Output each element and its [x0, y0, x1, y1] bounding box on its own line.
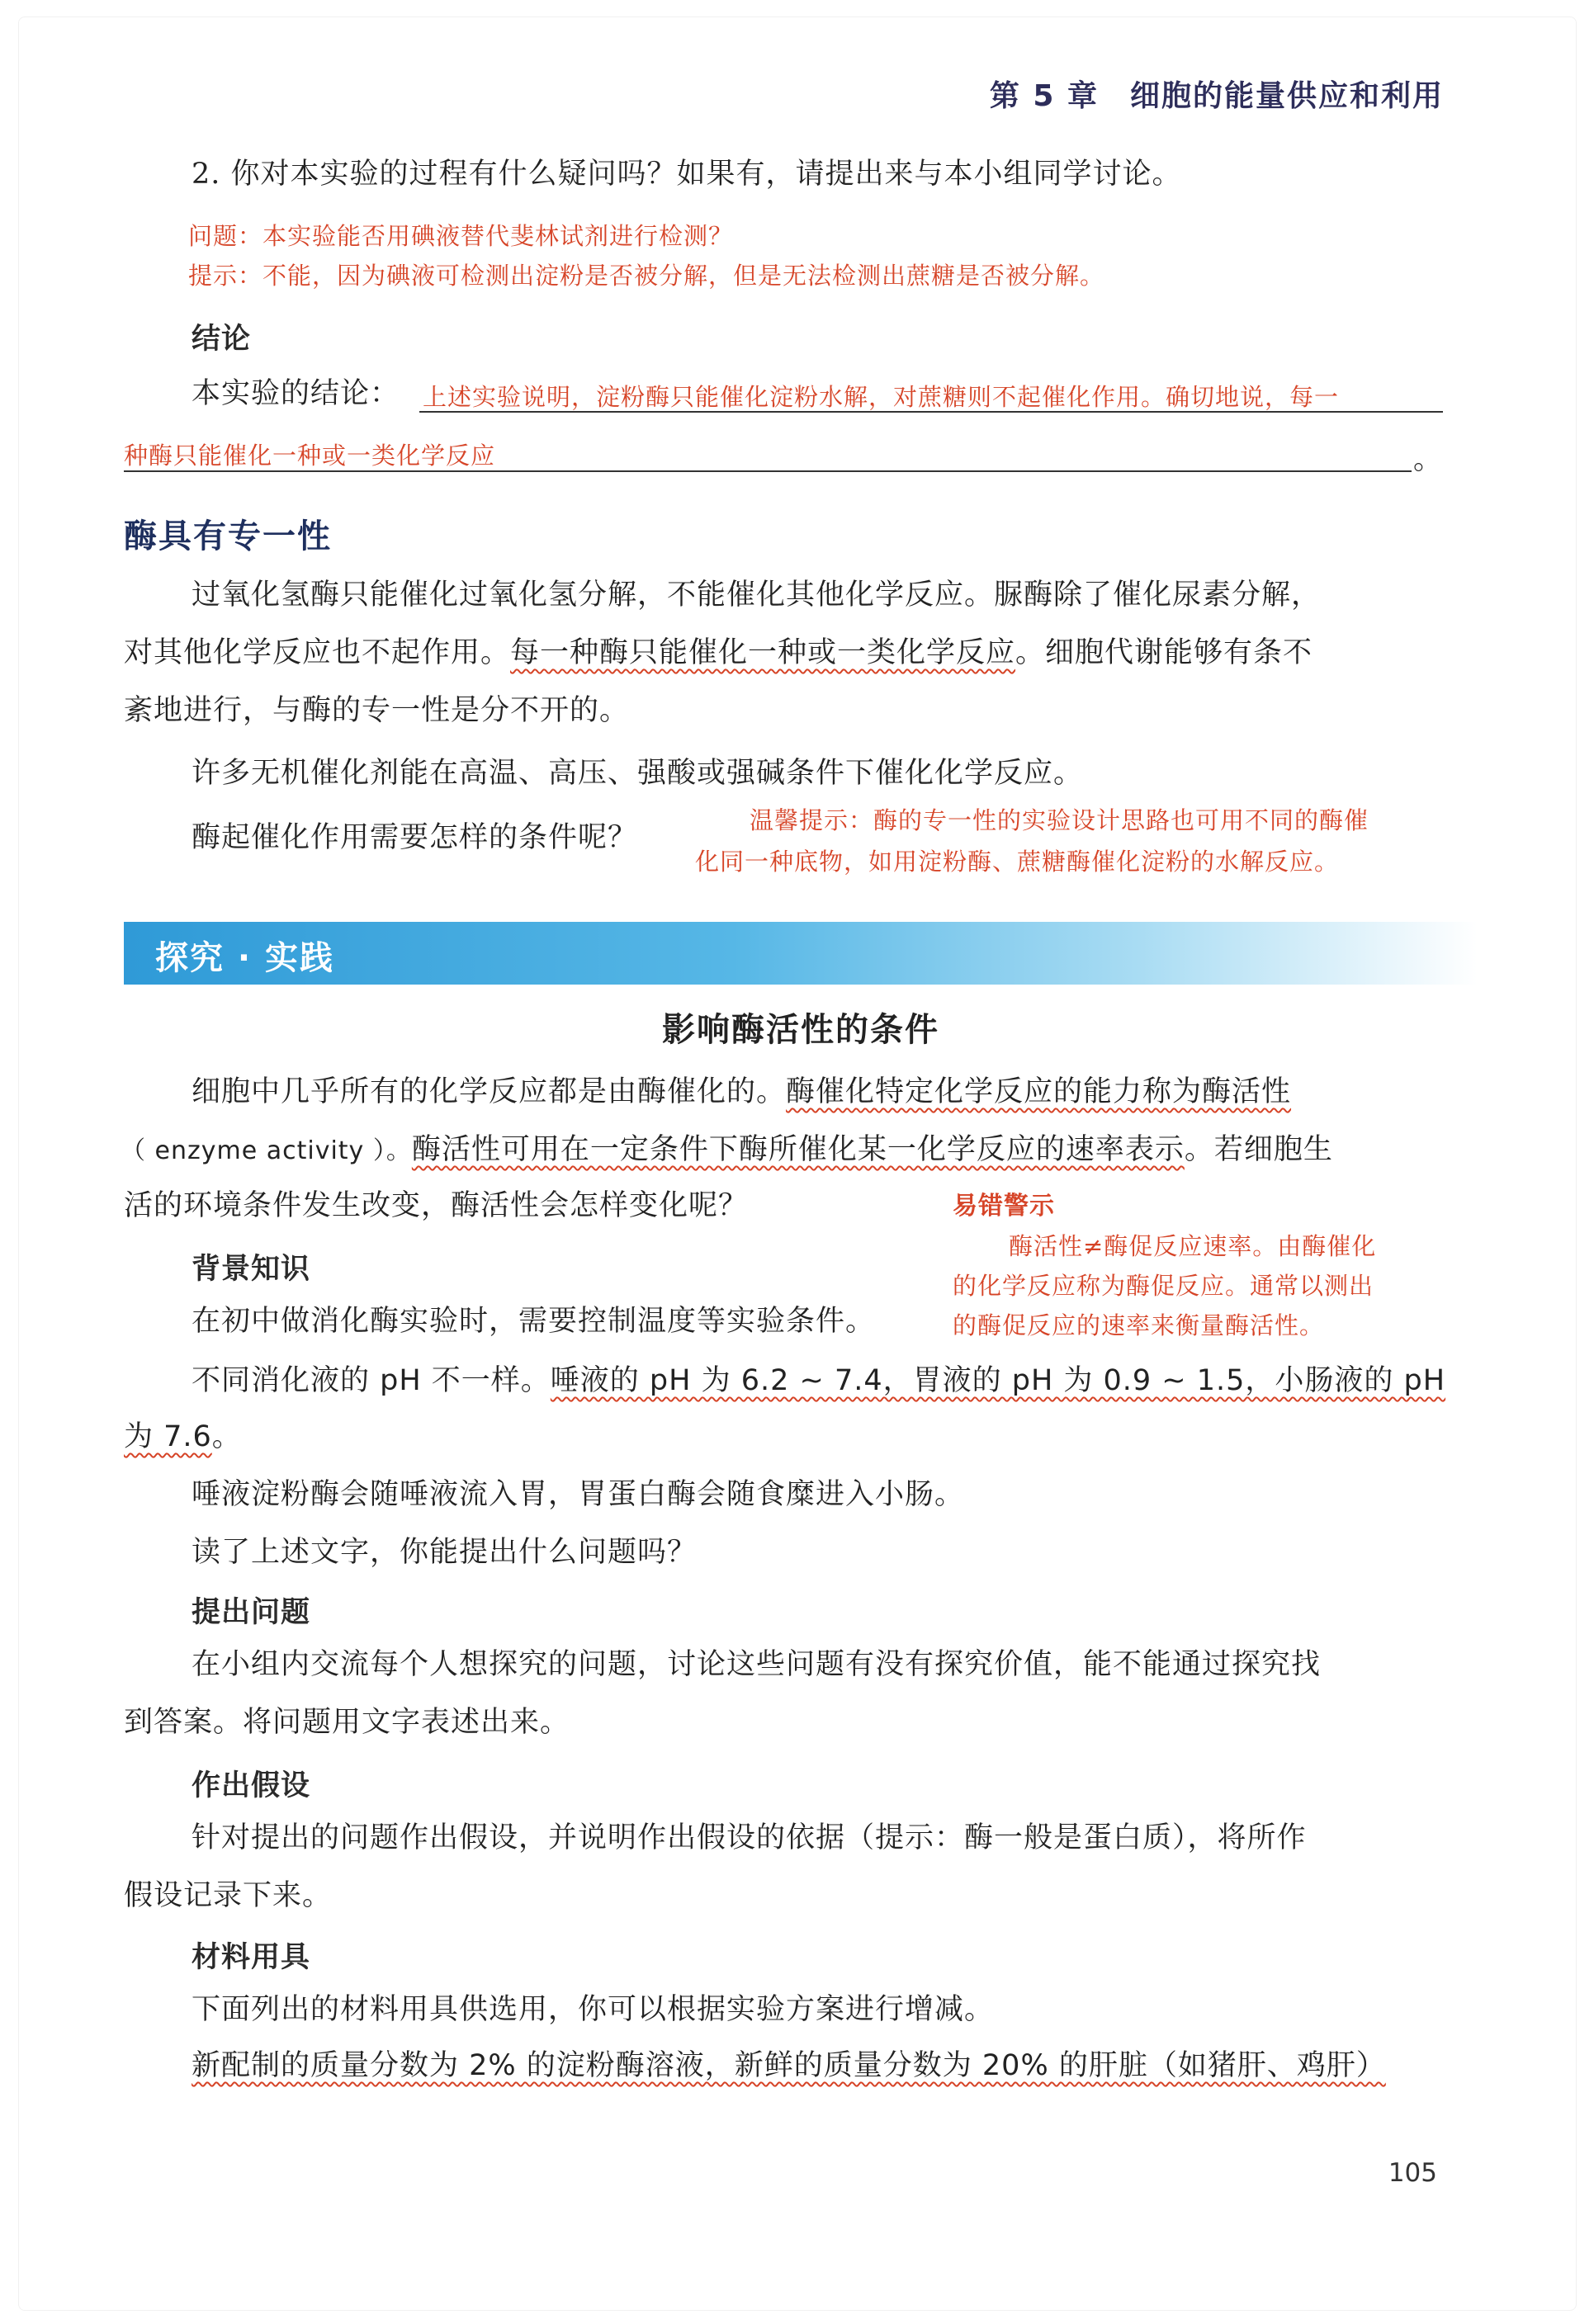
error-warning-line-2: 的化学反应称为酶促反应。通常以测出: [953, 1272, 1374, 1300]
activity-title: 影响酶活性的条件: [662, 1011, 939, 1049]
key-point-underline: 每一种酶只能催化一种或一类化学反应: [510, 636, 1016, 669]
error-warning-line-1: 酶活性≠酶促反应速率。由酶催化: [1009, 1232, 1377, 1260]
discussion-question-2: 2. 你对本实验的过程有什么疑问吗？如果有，请提出来与本小组同学讨论。: [192, 158, 1182, 191]
hypothesis-paragraph-line-1: 针对提出的问题作出假设，并说明作出假设的依据（提示：酶一般是蛋白质），将所作: [192, 1821, 1307, 1854]
section-title-specificity: 酶具有专一性: [124, 517, 332, 555]
question-paragraph-line-1: 在小组内交流每个人想探究的问题，讨论这些问题有没有探究价值，能不能通过探究找: [192, 1648, 1322, 1681]
error-warning-line-3: 的酶促反应的速率来衡量酶活性。: [953, 1311, 1325, 1339]
answer-underline-2: [124, 470, 1412, 472]
specificity-paragraph-line-2: 对其他化学反应也不起作用。每一种酶只能催化一种或一类化学反应。细胞代谢能够有条不: [124, 636, 1313, 669]
activity-intro-line-2: （ enzyme activity ）。酶活性可用在一定条件下酶所催化某一化学反应的速率表示。若细胞生: [121, 1133, 1333, 1166]
conclusion-answer-line-1: 上述实验说明，淀粉酶只能催化淀粉水解，对蔗糖则不起催化作用。确切地说，每一: [423, 383, 1340, 411]
inorganic-catalyst-text: 许多无机催化剂能在高温、高压、强酸或强碱条件下催化化学反应。: [192, 757, 1084, 790]
inquiry-practice-banner: [124, 922, 1478, 985]
materials-paragraph-2: 新配制的质量分数为 2% 的淀粉酶溶液，新鲜的质量分数为 20% 的肝脏（如猪肝、鸡肝）: [192, 2049, 1386, 2082]
specificity-paragraph-line-1: 过氧化氢酶只能催化过氧化氢分解，不能催化其他化学反应。脲酶除了催化尿素分解，: [192, 579, 1322, 612]
specificity-paragraph-line-3: 紊地进行，与酶的专一性是分不开的。: [124, 694, 630, 727]
question-heading: 提出问题: [192, 1596, 311, 1629]
condition-question: 酶起催化作用需要怎样的条件呢？: [192, 821, 638, 854]
conclusion-lead: 本实验的结论：: [192, 377, 400, 410]
materials-heading: 材料用具: [192, 1941, 311, 1974]
background-heading: 背景知识: [192, 1253, 311, 1286]
materials-paragraph-1: 下面列出的材料用具供选用，你可以根据实验方案进行增减。: [192, 1993, 995, 2026]
warm-tip-line-2: 化同一种底物，如用淀粉酶、蔗糖酶催化淀粉的水解反应。: [695, 848, 1340, 876]
activity-intro-line-1: 细胞中几乎所有的化学反应都是由酶催化的。酶催化特定化学反应的能力称为酶活性: [192, 1075, 1292, 1108]
banner-label: 探究 · 实践: [155, 939, 335, 977]
conclusion-end-mark: 。: [1413, 443, 1444, 476]
error-warning-title: 易错警示: [953, 1192, 1055, 1221]
background-paragraph-2: 不同消化液的 pH 不一样。唾液的 pH 为 6.2 ~ 7.4，胃液的 pH 为 0.9 ~ 1.5，小肠液的 pH: [192, 1364, 1446, 1397]
page-number: 105: [1388, 2158, 1437, 2188]
red-note-hint: 提示：不能，因为碘液可检测出淀粉是否被分解，但是无法检测出蔗糖是否被分解。: [188, 262, 1105, 290]
hypothesis-heading: 作出假设: [192, 1769, 311, 1802]
background-paragraph-2-cont: 为 7.6。: [124, 1420, 242, 1453]
chapter-header: 第 5 章 细胞的能量供应和利用: [989, 79, 1444, 113]
background-paragraph-4: 读了上述文字，你能提出什么问题吗？: [192, 1536, 698, 1569]
hypothesis-paragraph-line-2: 假设记录下来。: [124, 1879, 333, 1912]
red-note-question: 问题：本实验能否用碘液替代斐林试剂进行检测？: [188, 222, 734, 250]
conclusion-answer-line-2: 种酶只能催化一种或一类化学反应: [124, 442, 496, 470]
background-paragraph-3: 唾液淀粉酶会随唾液流入胃，胃蛋白酶会随食糜进入小肠。: [192, 1478, 965, 1511]
activity-intro-line-3: 活的环境条件发生改变，酶活性会怎样变化呢？: [124, 1189, 749, 1222]
warm-tip-line-1: 温馨提示：酶的专一性的实验设计思路也可用不同的酶催: [750, 806, 1369, 834]
question-paragraph-line-2: 到答案。将问题用文字表述出来。: [124, 1706, 570, 1739]
conclusion-heading: 结论: [192, 323, 252, 356]
answer-underline-1: [419, 411, 1443, 413]
background-paragraph-1: 在初中做消化酶实验时，需要控制温度等实验条件。: [192, 1305, 876, 1338]
